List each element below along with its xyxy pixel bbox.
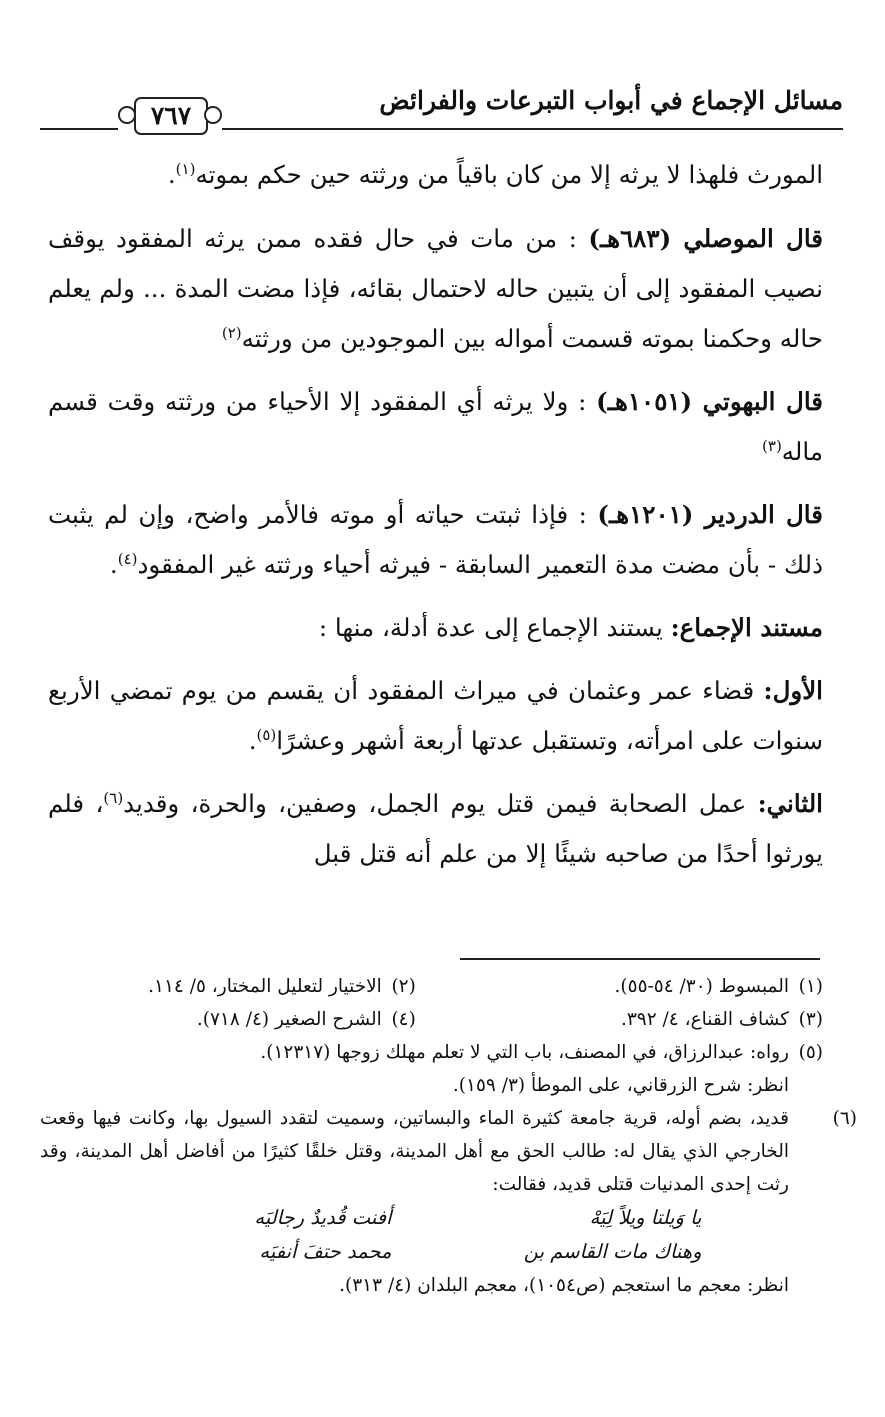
footnote-6: (٦)قديد، بضم أوله، قرية جامعة كثيرة الماء والبساتين، وسميت لتقدد السيول بها، وكانت فيها وقعت الخارجي الذي يقال له: طالب الحق مع أهل المدينة، وقتل خلقًا كثيرًا من أفاضل أهل المدينة، وقد رثت إحدى المدنيات قتلى قديد، فقالت: (40, 1108, 857, 1195)
footnotes (40, 970, 857, 1302)
section-heading: مستند الإجماع: (670, 613, 823, 642)
footnote-6-sources: انظر: معجم ما استعجم (ص١٠٥٤)، معجم البلدان (٤/ ٣١٣). (339, 1275, 789, 1296)
quote-heading: قال الموصلي (٦٨٣هـ) (588, 224, 823, 253)
header-title: مسائل الإجماع في أبواب التبرعات والفرائض (379, 86, 843, 115)
verse-hemistich: وهناك مات القاسم بن (523, 1240, 702, 1263)
paragraph-mawsili: قال الموصلي (٦٨٣هـ) : من مات في حال فقده ممن يرثه المفقود يوقف نصيب المفقود إلى أن يتبين حاله لاحتمال بقائه، فإذا مضت المدة ... ولم يعلم حاله وحكمنا بموته قسمت أمواله بين الموجودين من ورثته$^{(٢)}$ (48, 224, 823, 353)
footnote-ref: (٢) (221, 323, 242, 342)
paragraph-second-evidence: الثاني: عمل الصحابة فيمن قتل يوم الجمل، وصفين، والحرة، وقديد$^{(٦)}$، فلم يورثوا أحدًا من صاحبه شيئًا إلا من علم أنه قتل قبل (48, 788, 823, 868)
page-number-frame (118, 92, 222, 142)
quote-heading: قال البهوتي (١٠٥١هـ) (596, 387, 824, 416)
footnote-2: (٢)الاختيار لتعليل المختار، ٥/ ١١٤. (148, 976, 416, 997)
verse-line-1 (40, 1201, 823, 1235)
verse-hemistich: يا وَيلتا ويلاً لِيَهْ (589, 1206, 702, 1229)
quote-heading: قال الدردير (١٢٠١هـ) (597, 500, 823, 529)
paragraph-dardir: قال الدردير (١٢٠١هـ) : فإذا ثبتت حياته أو موته فالأمر واضح، وإن لم يثبت ذلك - بأن مضت مدة التعمير السابقة - فيرثه أحياء ورثته غير المفقود$^{(٤)}$. (48, 500, 823, 579)
footnote-ref: (٤) (117, 549, 138, 568)
page-header (40, 78, 843, 138)
page-number: ٧٦٧ (134, 97, 208, 135)
paragraph-continuation: المورث فلهذا لا يرثه إلا من كان باقياً من ورثته حين حكم بموته$^{(١)}$. (167, 159, 823, 189)
paragraph-basis: مستند الإجماع: يستند الإجماع إلى عدة أدلة، منها : (318, 613, 823, 642)
footnote-separator (460, 958, 820, 960)
verse-line-2 (40, 1235, 823, 1269)
footnote-1: (١)المبسوط (٣٠/ ٥٤-٥٥). (614, 976, 823, 997)
footnote-ref: (٥) (256, 725, 277, 744)
footnote-ref: (٣) (762, 436, 782, 455)
footnote-3: (٣)كشاف القناع، ٤/ ٣٩٢. (620, 1009, 823, 1030)
main-text (48, 150, 823, 892)
verse-hemistich: أفنت قُديدٌ رجاليَه (254, 1206, 392, 1229)
evidence-heading: الأول: (763, 676, 823, 705)
verse-hemistich: محمد حتفَ أنفيَه (259, 1240, 392, 1263)
paragraph-buhuti: قال البهوتي (١٠٥١هـ) : ولا يرثه أي المفقود إلا الأحياء من ورثته وقت قسم ماله$^{(٣)}$ (48, 387, 824, 466)
footnote-ref: (٦) (103, 788, 124, 807)
footnote-row (40, 970, 823, 1003)
footnote-row (40, 1003, 823, 1036)
paragraph-first-evidence: الأول: قضاء عمر وعثمان في ميراث المفقود أن يقسم من يوم تمضي الأربع سنوات على امرأته، وتستقبل عدتها أربعة أشهر وعشرًا$^{(٥)}$. (48, 676, 823, 755)
footnote-ref: (١) (175, 159, 196, 178)
ornament-right-icon (204, 106, 222, 124)
evidence-heading: الثاني: (757, 789, 823, 818)
footnote-4: (٤)الشرح الصغير (٤/ ٧١٨). (196, 1009, 416, 1030)
footnote-5-continuation: انظر: شرح الزرقاني، على الموطأ (٣/ ١٥٩). (452, 1075, 789, 1096)
footnote-5: (٥)رواه: عبدالرزاق، في المصنف، باب التي لا تعلم مهلك زوجها (١٢٣١٧). (260, 1042, 823, 1063)
